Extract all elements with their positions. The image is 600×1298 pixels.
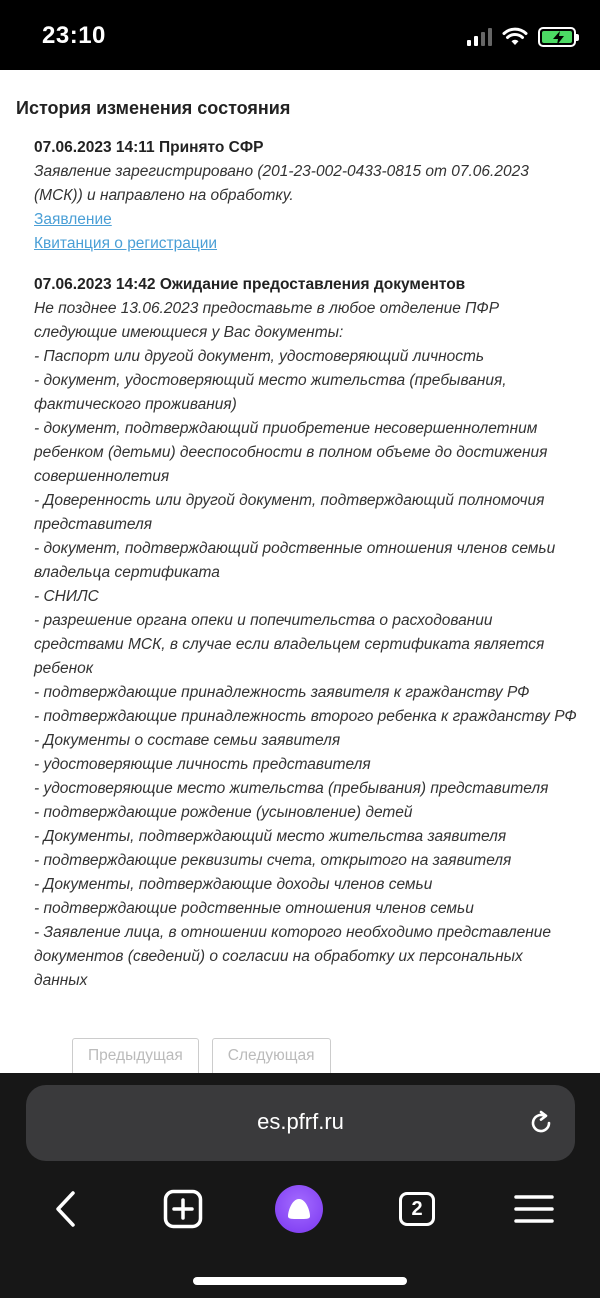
tabs-button[interactable]: [389, 1181, 445, 1237]
tab-count: 2: [399, 1192, 435, 1226]
status-bar: [0, 0, 600, 70]
application-link[interactable]: Заявление: [34, 211, 112, 228]
cellular-signal-icon: [467, 28, 492, 46]
status-time: 23:10: [42, 22, 106, 49]
alice-assistant-button[interactable]: [271, 1181, 327, 1237]
history-entry: [34, 273, 586, 993]
address-bar[interactable]: [26, 1085, 575, 1161]
back-button[interactable]: [38, 1181, 94, 1237]
menu-button[interactable]: [506, 1181, 562, 1237]
entry-description: Заявление зарегистрировано (201-23-002-0433-0815 от 07.06.2023 (МСК)) и направлено на обработку.: [34, 163, 529, 204]
reload-icon[interactable]: [527, 1109, 555, 1137]
status-icons: [467, 24, 576, 50]
entry-heading: 07.06.2023 14:42 Ожидание предоставления документов: [34, 276, 466, 293]
entry-heading: 07.06.2023 14:11 Принято СФР: [34, 139, 264, 156]
previous-page-button[interactable]: Предыдущая: [72, 1038, 199, 1073]
alice-icon: [286, 1197, 312, 1221]
registration-receipt-link[interactable]: Квитанция о регистрации: [34, 235, 218, 252]
battery-icon: [538, 27, 576, 47]
navigation-row: [0, 1181, 600, 1237]
url-text: es.pfrf.ru: [257, 1109, 344, 1134]
chevron-left-icon: [54, 1190, 78, 1228]
next-page-button[interactable]: Следующая: [212, 1038, 331, 1073]
browser-toolbar: [0, 1073, 600, 1298]
entry-description: Не позднее 13.06.2023 предоставьте в любое отделение ПФР следующие имеющиеся у Вас документы: - Паспорт или другой документ, удостоверяющий личность - документ, удостоверяющий место жительства (пребывания, фактического проживания) - документ, подтверждающий приобретение несовершеннолетним ребенком (детьми) дееспособности в полном объеме до достижения совершеннолетия - Доверенность или другой документ, подтверждающий полномочия представителя - документ, подтверждающий родственные отношения членов семьи владельца сертификата - СНИЛС - разрешение органа опеки и попечительства о расходовании средствами МСК, в случае если владельцем сертификата является ребенок - подтверждающие принадлежность заявителя к гражданству РФ - подтверждающие принадлежность второго ребенка к гражданству РФ - Документы о составе семьи заявителя - удостоверяющие личность представителя - удостоверяющие место жительства (пребывания) представителя - подтверждающие рождение (усыновление) детей - Документы, подтверждающий место жительства заявителя - подтверждающие реквизиты счета, открытого на заявителя - Документы, подтверждающие доходы членов семьи - подтверждающие родственные отношения членов семьи - Заявление лица, в отношении которого необходимо представление документов (сведений) о согласии на обработку их персональных данных: [34, 300, 577, 989]
wifi-icon: [502, 27, 528, 47]
page-content: [0, 70, 600, 1073]
pagination: [72, 1038, 331, 1073]
history-entry: [34, 136, 586, 256]
hamburger-menu-icon: [514, 1194, 554, 1224]
home-indicator[interactable]: [193, 1277, 407, 1285]
history-title: История изменения состояния: [16, 98, 291, 118]
new-tab-button[interactable]: [155, 1181, 211, 1237]
plus-square-icon: [163, 1189, 203, 1229]
